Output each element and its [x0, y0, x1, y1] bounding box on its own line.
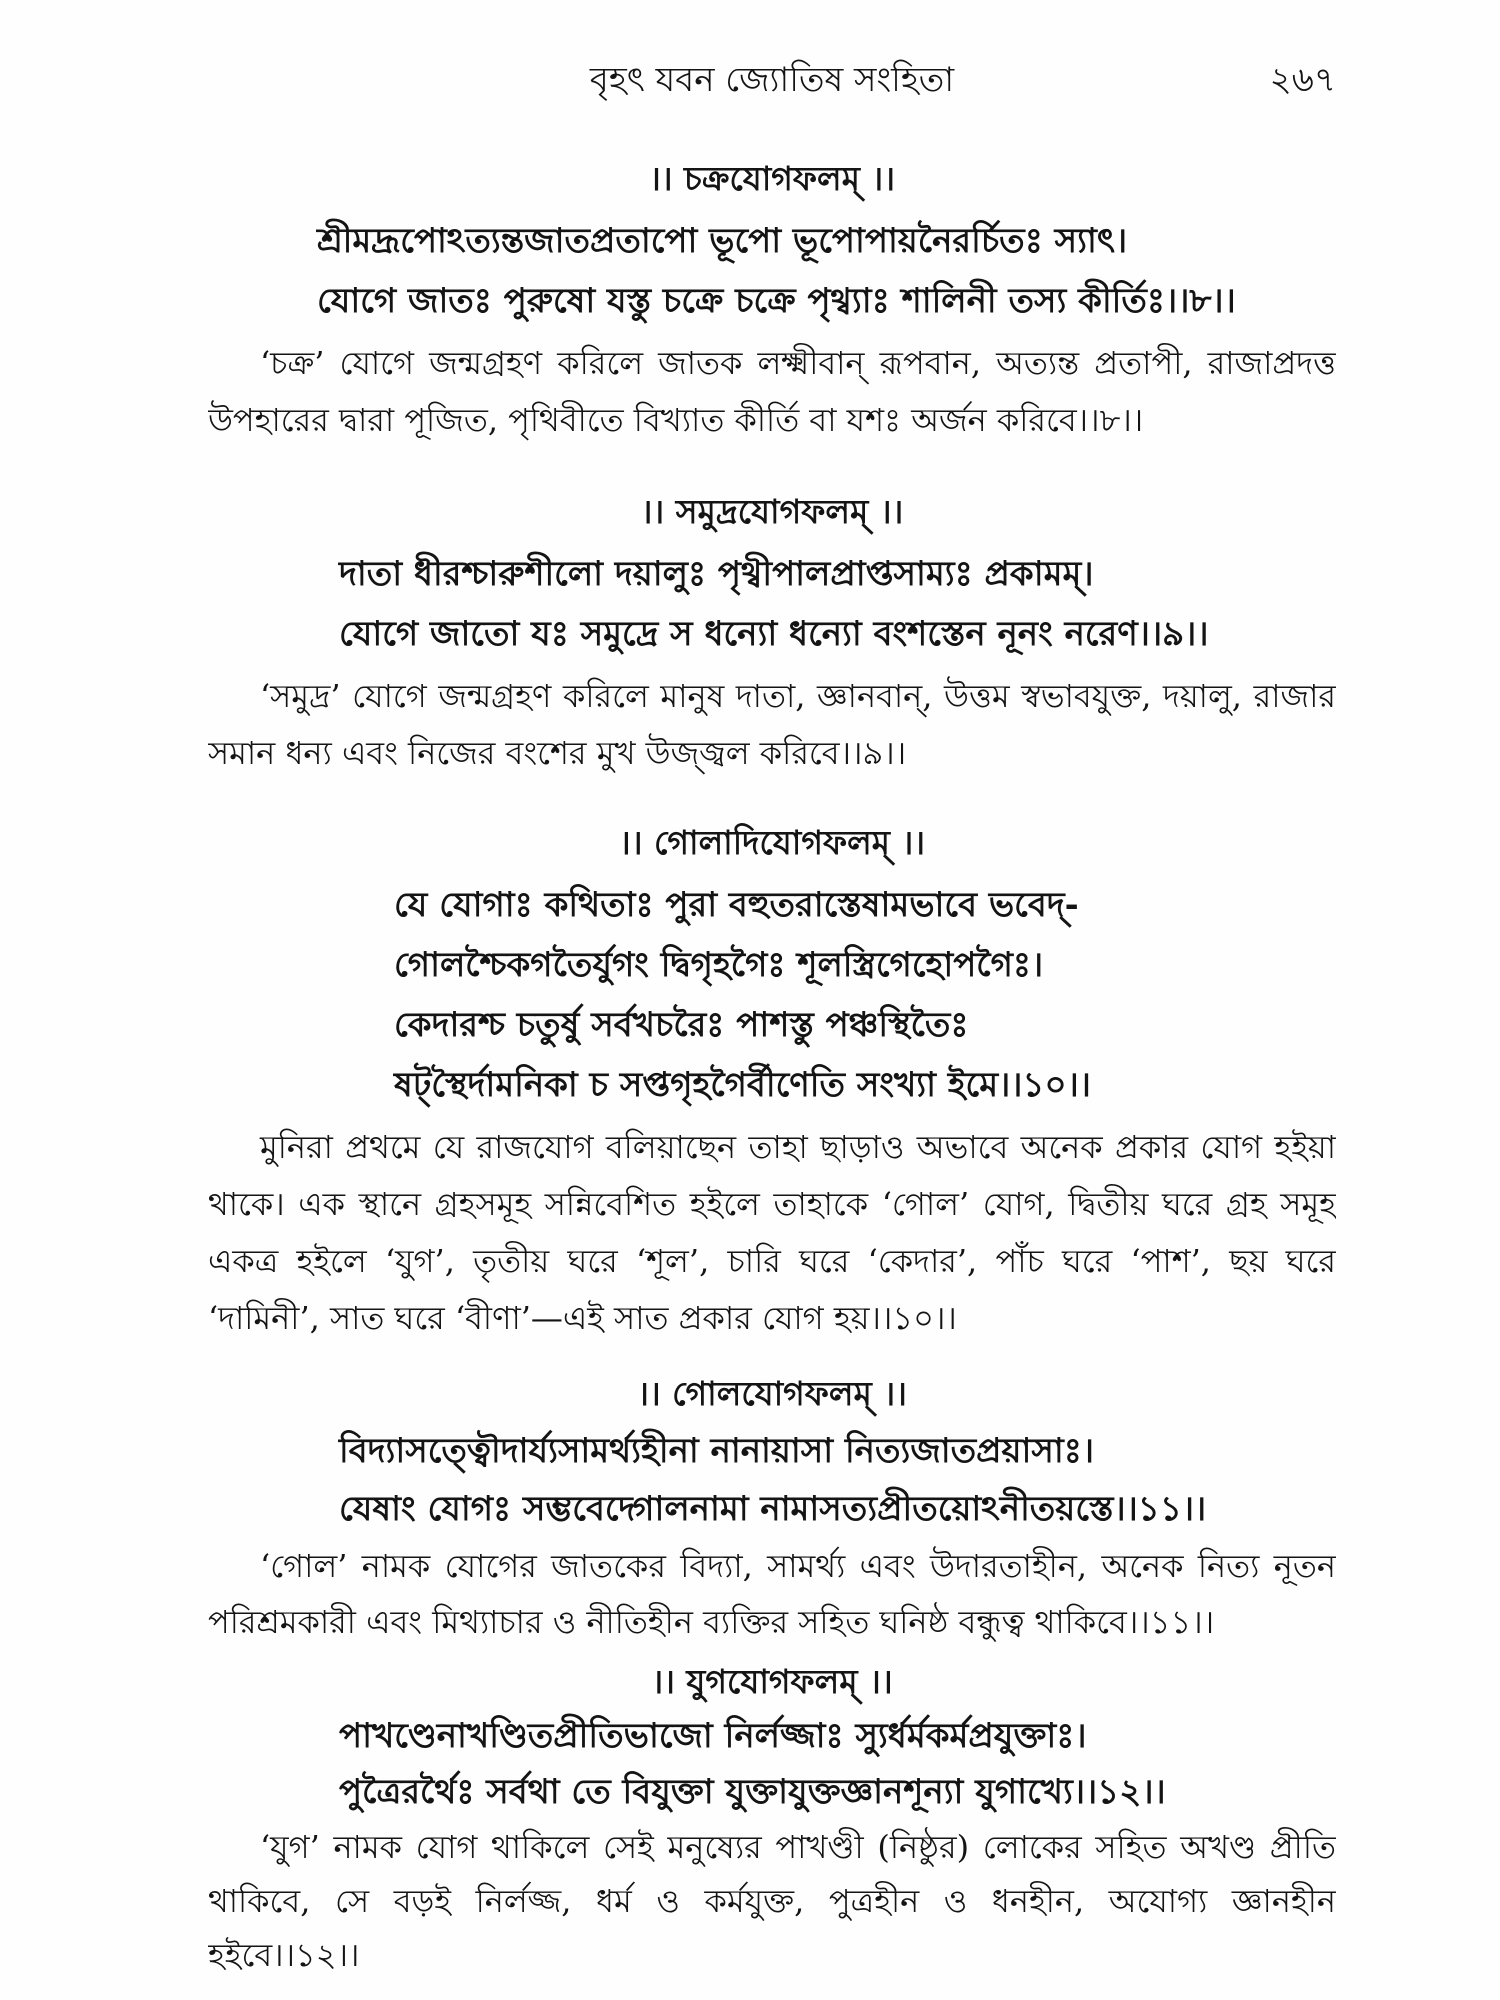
verse-line: যোগে জাতঃ পুরুষো যস্তু চক্রে চক্রে পৃথ্ব্যাঃ শালিনী তস্য কীর্তিঃ।।৮।। — [317, 281, 1236, 321]
commentary-line: থাকে। এক স্থানে গ্রহসমূহ সন্নিবেশিত হইলে তাহাকে ‘গোল’ যোগ, দ্বিতীয় ঘরে গ্রহ সমূহ — [208, 1185, 1336, 1223]
verse-line: শ্রীমদ্রূপোঽত্যন্তজাতপ্রতাপো ভূপো ভূপোপায়নৈরর্চিতঃ স্যাৎ। — [317, 221, 1128, 261]
running-header — [208, 52, 1336, 108]
commentary-line: ‘সমুদ্র’ যোগে জন্মগ্রহণ করিলে মানুষ দাতা, জ্ঞানবান্, উত্তম স্বভাবযুক্ত, দয়ালু, রাজার — [260, 677, 1336, 715]
commentary-line: ‘দামিনী’, সাত ঘরে ‘বীণা’—এই সাত প্রকার যোগ হয়।।১০।। — [208, 1299, 957, 1337]
section-chakra-yoga — [208, 147, 1336, 449]
bengali-commentary — [208, 335, 1336, 449]
section-heading: ।। চক্রযোগফলম্ ।। — [648, 159, 896, 198]
verse-line: যোগে জাতো যঃ সমুদ্রে স ধন্যো ধন্যো বংশস্তেন নূনং নরেণ।।৯।। — [339, 614, 1209, 654]
commentary-line: সমান ধন্য এবং নিজের বংশের মুখ উজ্জ্বল করিবে।।৯।। — [208, 734, 907, 772]
commentary-line: ‘যুগ’ নামক যোগ থাকিলে সেই মনুষ্যের পাখণ্ডী (নিষ্ঠুর) লোকের সহিত অখণ্ড প্রীতি — [260, 1828, 1336, 1866]
commentary-line: ‘চক্র’ যোগে জন্মগ্রহণ করিলে জাতক লক্ষ্মীবান্ রূপবান, অত্যন্ত প্রতাপী, রাজাপ্রদত্ত — [260, 344, 1336, 382]
verse-line: দাতা ধীরশ্চারুশীলো দয়ালুঃ পৃথ্বীপালপ্রাপ্তসাম্যঃ প্রকামম্। — [339, 554, 1094, 594]
section-yuga-yoga — [208, 1656, 1336, 1982]
verse-line: যেষাং যোগঃ সম্ভবেদ্গোলনামা নামাসত্যপ্রীতয়োঽনীতয়স্তে।।১১।। — [339, 1489, 1207, 1529]
sanskrit-verse — [208, 544, 1336, 664]
bengali-commentary — [208, 1820, 1336, 1982]
bengali-commentary — [208, 668, 1336, 782]
verse-line: কেদারশ্চ চতুর্ষু সর্বখচরৈঃ পাশস্তু পঞ্চস্থিতৈঃ — [394, 1005, 969, 1045]
sanskrit-verse — [208, 1422, 1336, 1538]
section-heading: ।। যুগযোগফলম্ ।। — [651, 1662, 893, 1701]
section-heading: ।। গোলযোগফলম্ ।। — [637, 1374, 907, 1413]
commentary-line: ‘গোল’ নামক যোগের জাতকের বিদ্যা, সামর্থ্য এবং উদারতাহীন, অনেক নিত্য নূতন — [260, 1547, 1336, 1585]
sanskrit-verse — [208, 211, 1336, 331]
sanskrit-verse — [208, 875, 1336, 1115]
bengali-commentary — [208, 1538, 1336, 1650]
verse-line: পুত্রৈরর্থৈঃ সর্বথা তে বিযুক্তা যুক্তাযুক্তজ্ঞানশূন্যা যুগাখ্যে।।১২।। — [339, 1772, 1166, 1812]
commentary-line: একত্র হইলে ‘যুগ’, তৃতীয় ঘরে ‘শূল’, চারি ঘরে ‘কেদার’, পাঁচ ঘরে ‘পাশ’, ছয় ঘরে — [208, 1242, 1336, 1280]
bengali-commentary — [208, 1119, 1336, 1347]
commentary-line: থাকিবে, সে বড়ই নির্লজ্জ, ধর্ম ও কর্মযুক্ত, পুত্রহীন ও ধনহীন, অযোগ্য জ্ঞানহীন — [208, 1882, 1336, 1920]
section-gola-yoga — [208, 1366, 1336, 1650]
sanskrit-verse — [208, 1708, 1336, 1820]
verse-line: পাখণ্ডেনাখণ্ডিতপ্রীতিভাজো নির্লজ্জাঃ স্যুর্ধর্মকর্মপ্রযুক্তাঃ। — [339, 1716, 1087, 1756]
section-goladi-yoga — [208, 811, 1336, 1347]
section-samudra-yoga — [208, 480, 1336, 782]
page-number: ২৬৭ — [1269, 60, 1336, 100]
commentary-line: পরিশ্রমকারী এবং মিথ্যাচার ও নীতিহীন ব্যক্তির সহিত ঘনিষ্ঠ বন্ধুত্ব থাকিবে।।১১।। — [208, 1603, 1215, 1641]
verse-line: যে যোগাঃ কথিতাঃ পুরা বহুতরাস্তেষামভাবে ভবেদ্- — [394, 885, 1079, 925]
verse-line: বিদ্যাসত্ত্বৌদার্য্যসামর্থ্যহীনা নানায়াসা নিত্যজাতপ্রয়াসাঃ। — [339, 1431, 1095, 1471]
commentary-line: হইবে।।১২।। — [208, 1936, 360, 1974]
verse-line: ষট্‌স্থৈর্দামনিকা চ সপ্তগৃহগৈর্বীণেতি সংখ্যা ইমে।।১০।। — [394, 1065, 1091, 1105]
commentary-line: উপহারের দ্বারা পূজিত, পৃথিবীতে বিখ্যাত কীর্তি বা যশঃ অর্জন করিবে।।৮।। — [208, 401, 1144, 439]
commentary-line: মুনিরা প্রথমে যে রাজযোগ বলিয়াছেন তাহা ছাড়াও অভাবে অনেক প্রকার যোগ হইয়া — [260, 1128, 1336, 1166]
running-title: বৃহৎ যবন জ্যোতিষ সংহিতা — [589, 60, 955, 100]
section-heading: ।। গোলাদিযোগফলম্ ।। — [618, 823, 926, 862]
verse-line: গোলশ্চৈকগতৈর্যুগং দ্বিগৃহগৈঃ শূলস্ত্রিগেহোপগৈঃ। — [394, 945, 1044, 985]
section-heading: ।। সমুদ্রযোগফলম্ ।। — [640, 492, 904, 531]
